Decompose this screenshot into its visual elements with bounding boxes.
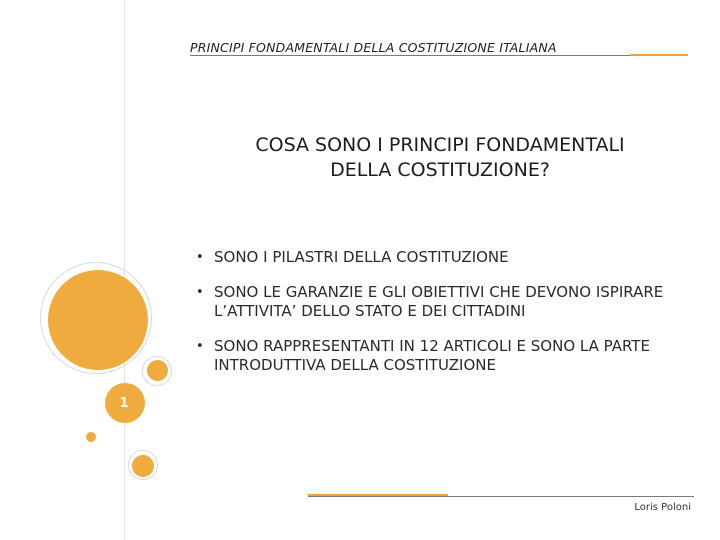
bullet-text: SONO I PILASTRI DELLA COSTITUZIONE <box>214 248 509 266</box>
decorative-dot-tiny <box>86 432 96 442</box>
bullet-text: SONO RAPPRESENTANTI IN 12 ARTICOLI E SONO LA PARTE INTRODUTTIVA DELLA COSTITUZIONE <box>214 337 650 374</box>
decorative-circle-small <box>147 360 168 381</box>
decorative-circle-medium <box>132 455 154 477</box>
bullet-text: SONO LE GARANZIE E GLI OBIETTIVI CHE DEVONO ISPIRARE L’ATTIVITA’ DELLO STATO E DEI CITTADINI <box>214 283 664 320</box>
slide-title-line-1: COSA SONO I PRINCIPI FONDAMENTALI <box>255 134 625 156</box>
bullet-marker: • <box>196 250 204 265</box>
decorative-circle-large <box>48 270 148 370</box>
footer-author: Loris Poloni <box>634 502 691 513</box>
slide-title <box>190 133 690 183</box>
page-number: 1 <box>119 396 129 411</box>
header-rule-accent <box>630 54 688 56</box>
bullet-marker: • <box>196 339 204 354</box>
bullet-item <box>196 283 696 321</box>
header-title: PRINCIPI FONDAMENTALI DELLA COSTITUZIONE ITALIANA <box>190 40 557 55</box>
footer-rule <box>308 496 694 497</box>
footer-rule-accent <box>308 494 448 496</box>
bullet-marker: • <box>196 285 204 300</box>
header-rule <box>190 55 688 56</box>
slide-title-line-2: DELLA COSTITUZIONE? <box>330 159 550 181</box>
bullet-item <box>196 337 696 375</box>
bullet-item <box>196 248 696 267</box>
bullet-list <box>196 248 696 391</box>
